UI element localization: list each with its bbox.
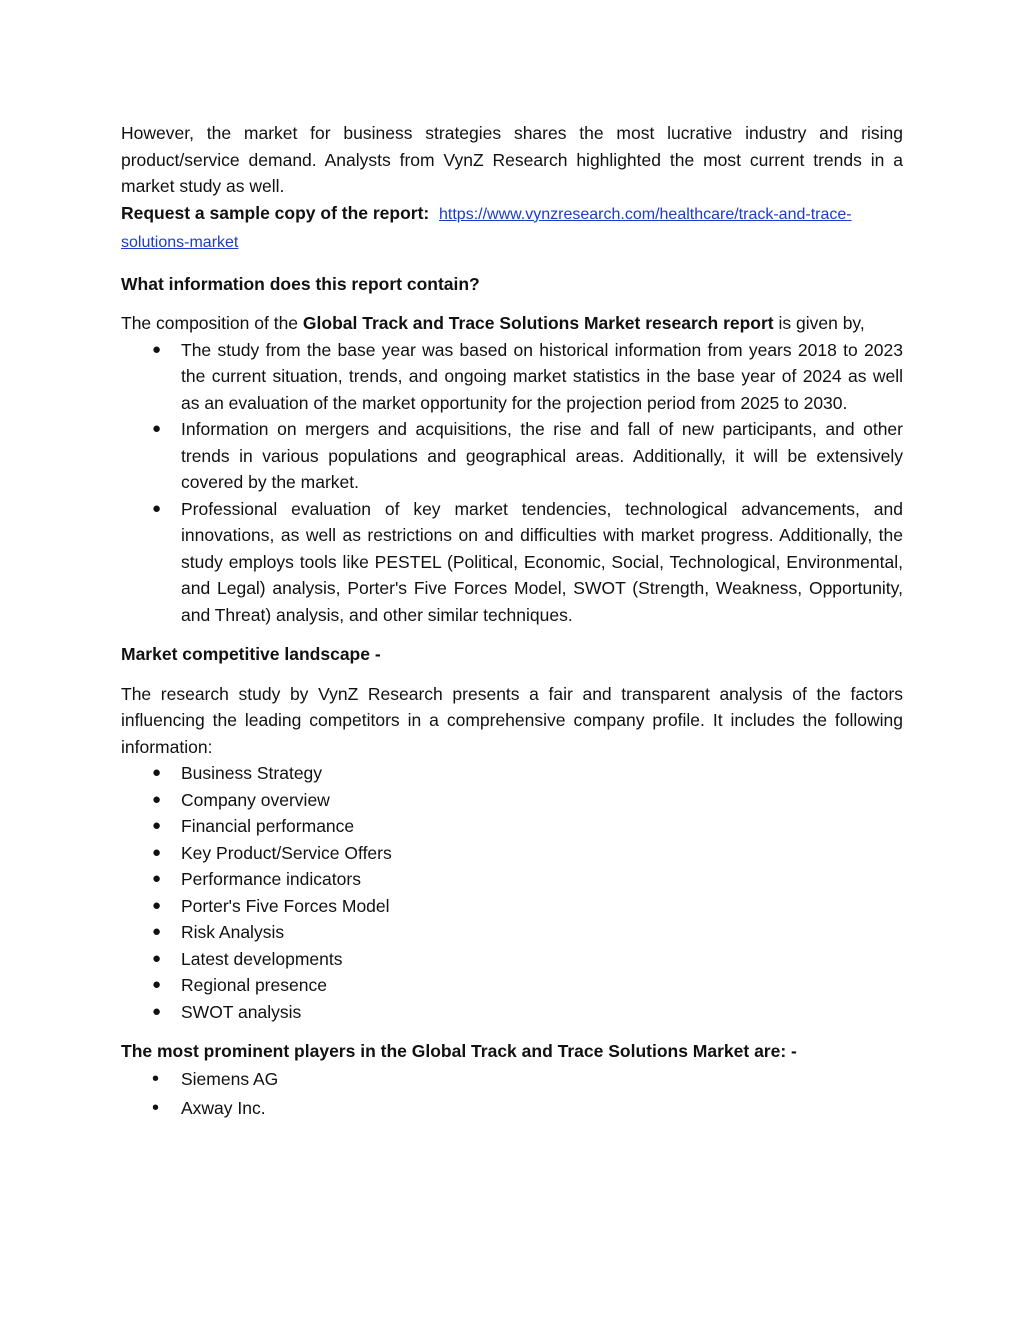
bullet-icon: ● xyxy=(152,499,162,517)
list-item: ● Regional presence xyxy=(121,972,903,999)
bullet-icon: ● xyxy=(152,843,162,861)
bullet-icon: ● xyxy=(152,817,162,834)
sample-report-link[interactable]: https://www.vynzresearch.com/healthcare/track-and-trace-solutions-market xyxy=(121,205,852,251)
intro-paragraph: However, the market for business strategies shares the most lucrative industry and rising product/service demand. Analysts from VynZ Research highlighted the most current trends in a market study as well. xyxy=(121,123,903,196)
document-page xyxy=(121,120,903,1123)
bullet-icon: ● xyxy=(152,896,162,914)
players-heading: The most prominent players in the Global Track and Trace Solutions Market are: - xyxy=(121,1041,797,1061)
list-item: ● Latest developments xyxy=(121,946,903,973)
list-item: ● Business Strategy xyxy=(121,760,903,787)
list-item: ● Financial performance xyxy=(121,813,903,840)
list-item: ● SWOT analysis xyxy=(121,999,903,1026)
info-heading: What information does this report contain? xyxy=(121,273,480,294)
list-item: • Axway Inc. xyxy=(121,1094,903,1123)
sample-request-label: Request a sample copy of the report: xyxy=(121,202,430,223)
bullet-icon: • xyxy=(152,1067,160,1090)
list-item: ● Key Product/Service Offers xyxy=(121,840,903,867)
list-item: ● Professional evaluation of key market tendencies, technological advancements, and innovations, as well as restrictions on and difficulties with market progress. Additionally, the study employs tools like PESTEL (Political, Economic, Social, Technological, Environmental, and Legal) analysis, Porter's Five Forces Model, SWOT (Strength, Weakness, Opportunity, and Threat) analysis, and other similar techniques. xyxy=(121,496,903,629)
bullet-icon: • xyxy=(152,1096,160,1119)
bullet-icon: ● xyxy=(152,340,162,358)
bullet-icon: ● xyxy=(152,870,162,887)
competitive-paragraph: The research study by VynZ Research presents a fair and transparent analysis of the factors influencing the leading competitors in a comprehensive company profile. It includes the following information: xyxy=(121,683,903,757)
players-list xyxy=(121,1065,903,1123)
bullet-icon: ● xyxy=(152,790,162,808)
bullet-icon: ● xyxy=(152,949,162,967)
list-item: • Siemens AG xyxy=(121,1065,903,1094)
report-contents-list xyxy=(121,337,903,629)
list-item: ● The study from the base year was based on historical information from years 2018 to 2023 the current situation, trends, and ongoing market statistics in the base year of 2024 as well as an evaluation of the market opportunity for the projection period from 2025 to 2030. xyxy=(121,337,903,417)
bullet-icon: ● xyxy=(152,764,162,781)
list-item: ● Performance indicators xyxy=(121,866,903,893)
composition-sentence: The composition of the Global Track and Trace Solutions Market research report is given by, xyxy=(121,313,865,333)
competitive-heading: Market competitive landscape - xyxy=(121,644,381,664)
bullet-icon: ● xyxy=(152,923,162,940)
sample-request-line xyxy=(121,200,903,257)
list-item: ● Information on mergers and acquisitions, the rise and fall of new participants, and other trends in various populations and geographical areas. Additionally, it will be extensively covered by the market. xyxy=(121,416,903,496)
bullet-icon: ● xyxy=(152,976,162,993)
list-item: ● Risk Analysis xyxy=(121,919,903,946)
bullet-icon: ● xyxy=(152,1002,162,1020)
list-item: ● Porter's Five Forces Model xyxy=(121,893,903,920)
profile-info-list xyxy=(121,760,903,1025)
bullet-icon: ● xyxy=(152,420,162,437)
list-item: ● Company overview xyxy=(121,787,903,814)
